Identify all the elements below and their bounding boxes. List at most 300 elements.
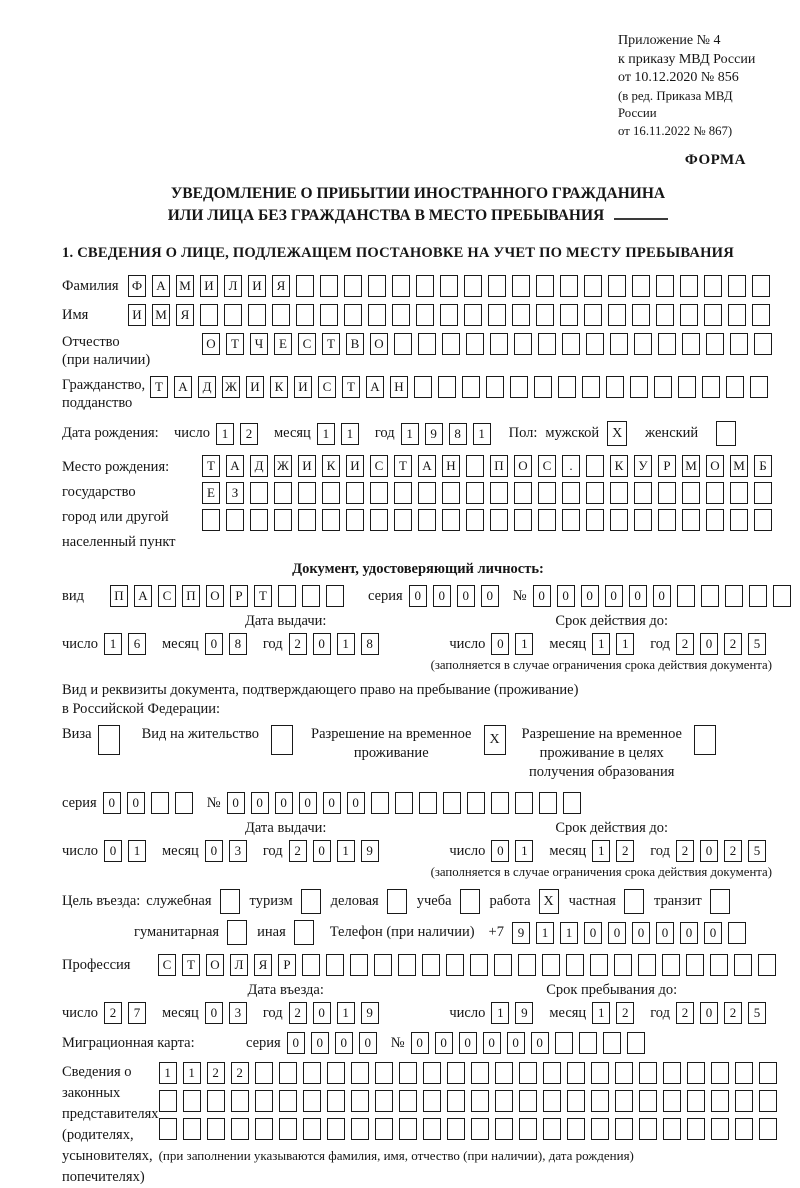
char-cell[interactable] bbox=[370, 482, 388, 504]
char-cell[interactable]: М bbox=[682, 455, 700, 477]
char-cell[interactable] bbox=[320, 304, 338, 326]
char-cell[interactable]: Т bbox=[394, 455, 412, 477]
char-cell[interactable] bbox=[543, 1090, 561, 1112]
date-digit-cell[interactable]: 2 bbox=[616, 1002, 634, 1024]
date-digit-cell[interactable]: 5 bbox=[748, 633, 766, 655]
char-cell[interactable]: М bbox=[176, 275, 194, 297]
char-cell[interactable]: Я bbox=[254, 954, 272, 976]
char-cell[interactable]: Я bbox=[272, 275, 290, 297]
char-cell[interactable] bbox=[615, 1118, 633, 1140]
date-digit-cell[interactable]: 0 bbox=[700, 633, 718, 655]
char-cell[interactable]: А bbox=[134, 585, 152, 607]
char-cell[interactable] bbox=[320, 275, 338, 297]
char-cell[interactable] bbox=[231, 1090, 249, 1112]
char-cell[interactable]: 0 bbox=[629, 585, 647, 607]
char-cell[interactable] bbox=[752, 304, 770, 326]
char-cell[interactable] bbox=[704, 304, 722, 326]
char-cell[interactable] bbox=[610, 333, 628, 355]
char-cell[interactable] bbox=[542, 954, 560, 976]
char-cell[interactable] bbox=[200, 304, 218, 326]
char-cell[interactable] bbox=[582, 376, 600, 398]
char-cell[interactable]: 0 bbox=[656, 922, 674, 944]
char-cell[interactable] bbox=[687, 1090, 705, 1112]
char-cell[interactable] bbox=[706, 482, 724, 504]
char-cell[interactable]: Д bbox=[250, 455, 268, 477]
char-cell[interactable] bbox=[344, 304, 362, 326]
char-cell[interactable] bbox=[351, 1090, 369, 1112]
char-cell[interactable]: С bbox=[370, 455, 388, 477]
date-digit-cell[interactable]: 8 bbox=[361, 633, 379, 655]
char-cell[interactable] bbox=[586, 333, 604, 355]
date-digit-cell[interactable]: 2 bbox=[724, 633, 742, 655]
char-cell[interactable] bbox=[207, 1118, 225, 1140]
char-cell[interactable] bbox=[416, 304, 434, 326]
char-cell[interactable] bbox=[303, 1118, 321, 1140]
char-cell[interactable]: 1 bbox=[560, 922, 578, 944]
char-cell[interactable]: М bbox=[152, 304, 170, 326]
char-cell[interactable]: 0 bbox=[433, 585, 451, 607]
char-cell[interactable]: Р bbox=[658, 455, 676, 477]
char-cell[interactable] bbox=[471, 1118, 489, 1140]
date-digit-cell[interactable]: 1 bbox=[104, 633, 122, 655]
char-cell[interactable] bbox=[758, 954, 776, 976]
date-digit-cell[interactable]: 1 bbox=[515, 840, 533, 862]
char-cell[interactable] bbox=[663, 1062, 681, 1084]
char-cell[interactable] bbox=[446, 954, 464, 976]
char-cell[interactable]: 1 bbox=[183, 1062, 201, 1084]
char-cell[interactable] bbox=[175, 792, 193, 814]
char-cell[interactable] bbox=[514, 333, 532, 355]
char-cell[interactable]: П bbox=[110, 585, 128, 607]
char-cell[interactable]: О bbox=[514, 455, 532, 477]
char-cell[interactable] bbox=[562, 333, 580, 355]
char-cell[interactable]: Н bbox=[442, 455, 460, 477]
char-cell[interactable] bbox=[399, 1090, 417, 1112]
purpose-private-checkbox[interactable] bbox=[624, 889, 644, 914]
char-cell[interactable] bbox=[490, 509, 508, 531]
char-cell[interactable] bbox=[735, 1062, 753, 1084]
char-cell[interactable] bbox=[416, 275, 434, 297]
char-cell[interactable]: О bbox=[202, 333, 220, 355]
char-cell[interactable] bbox=[350, 954, 368, 976]
char-cell[interactable] bbox=[495, 1118, 513, 1140]
char-cell[interactable]: 0 bbox=[287, 1032, 305, 1054]
permit-series-input[interactable] bbox=[103, 792, 199, 814]
char-cell[interactable] bbox=[466, 455, 484, 477]
char-cell[interactable] bbox=[734, 954, 752, 976]
char-cell[interactable]: П bbox=[182, 585, 200, 607]
char-cell[interactable] bbox=[399, 1062, 417, 1084]
purpose-humanitarian-checkbox[interactable] bbox=[227, 920, 247, 945]
char-cell[interactable]: 0 bbox=[632, 922, 650, 944]
char-cell[interactable] bbox=[298, 482, 316, 504]
char-cell[interactable] bbox=[250, 482, 268, 504]
char-cell[interactable] bbox=[442, 482, 460, 504]
permit-number-input[interactable] bbox=[227, 792, 587, 814]
char-cell[interactable] bbox=[442, 509, 460, 531]
char-cell[interactable] bbox=[701, 585, 719, 607]
char-cell[interactable]: 0 bbox=[457, 585, 475, 607]
char-cell[interactable]: 0 bbox=[459, 1032, 477, 1054]
char-cell[interactable] bbox=[562, 509, 580, 531]
char-cell[interactable]: 0 bbox=[227, 792, 245, 814]
char-cell[interactable] bbox=[512, 275, 530, 297]
char-cell[interactable] bbox=[418, 333, 436, 355]
char-cell[interactable]: Д bbox=[198, 376, 216, 398]
char-cell[interactable] bbox=[250, 509, 268, 531]
char-cell[interactable] bbox=[728, 275, 746, 297]
char-cell[interactable] bbox=[159, 1118, 177, 1140]
char-cell[interactable]: З bbox=[226, 482, 244, 504]
char-cell[interactable] bbox=[584, 304, 602, 326]
char-cell[interactable]: К bbox=[322, 455, 340, 477]
char-cell[interactable] bbox=[512, 304, 530, 326]
purpose-transit-checkbox[interactable] bbox=[710, 889, 730, 914]
char-cell[interactable] bbox=[706, 509, 724, 531]
char-cell[interactable] bbox=[608, 275, 626, 297]
char-cell[interactable] bbox=[663, 1090, 681, 1112]
char-cell[interactable]: Е bbox=[202, 482, 220, 504]
date-digit-cell[interactable]: 6 bbox=[128, 633, 146, 655]
char-cell[interactable] bbox=[466, 509, 484, 531]
date-digit-cell[interactable]: 0 bbox=[700, 1002, 718, 1024]
char-cell[interactable]: 0 bbox=[409, 585, 427, 607]
char-cell[interactable]: С bbox=[298, 333, 316, 355]
date-digit-cell[interactable]: 2 bbox=[289, 633, 307, 655]
char-cell[interactable] bbox=[375, 1118, 393, 1140]
date-digit-cell[interactable]: 2 bbox=[289, 840, 307, 862]
char-cell[interactable] bbox=[728, 304, 746, 326]
char-cell[interactable]: 0 bbox=[347, 792, 365, 814]
char-cell[interactable] bbox=[639, 1118, 657, 1140]
char-cell[interactable] bbox=[486, 376, 504, 398]
char-cell[interactable] bbox=[423, 1118, 441, 1140]
surname-input[interactable] bbox=[128, 275, 776, 297]
char-cell[interactable] bbox=[725, 585, 743, 607]
temp-permit-edu-checkbox[interactable] bbox=[694, 725, 716, 755]
char-cell[interactable]: Л bbox=[224, 275, 242, 297]
char-cell[interactable]: 0 bbox=[680, 922, 698, 944]
char-cell[interactable]: 0 bbox=[605, 585, 623, 607]
char-cell[interactable] bbox=[579, 1032, 597, 1054]
char-cell[interactable] bbox=[656, 275, 674, 297]
char-cell[interactable]: 0 bbox=[359, 1032, 377, 1054]
char-cell[interactable] bbox=[726, 376, 744, 398]
char-cell[interactable] bbox=[773, 585, 791, 607]
char-cell[interactable] bbox=[419, 792, 437, 814]
char-cell[interactable] bbox=[728, 922, 746, 944]
char-cell[interactable] bbox=[632, 304, 650, 326]
char-cell[interactable] bbox=[443, 792, 461, 814]
char-cell[interactable] bbox=[630, 376, 648, 398]
char-cell[interactable] bbox=[298, 509, 316, 531]
char-cell[interactable]: . bbox=[562, 455, 580, 477]
char-cell[interactable] bbox=[438, 376, 456, 398]
char-cell[interactable] bbox=[491, 792, 509, 814]
char-cell[interactable] bbox=[274, 482, 292, 504]
visa-checkbox[interactable] bbox=[98, 725, 120, 755]
char-cell[interactable]: У bbox=[634, 455, 652, 477]
char-cell[interactable]: 0 bbox=[127, 792, 145, 814]
char-cell[interactable] bbox=[202, 509, 220, 531]
char-cell[interactable] bbox=[567, 1118, 585, 1140]
char-cell[interactable] bbox=[749, 585, 767, 607]
char-cell[interactable] bbox=[302, 954, 320, 976]
char-cell[interactable]: А bbox=[174, 376, 192, 398]
char-cell[interactable] bbox=[151, 792, 169, 814]
char-cell[interactable] bbox=[422, 954, 440, 976]
representatives-input-line2[interactable] bbox=[159, 1090, 783, 1112]
date-digit-cell[interactable]: 1 bbox=[592, 633, 610, 655]
char-cell[interactable] bbox=[658, 482, 676, 504]
date-digit-cell[interactable]: 9 bbox=[361, 840, 379, 862]
char-cell[interactable]: О bbox=[206, 585, 224, 607]
char-cell[interactable] bbox=[326, 954, 344, 976]
char-cell[interactable] bbox=[539, 792, 557, 814]
char-cell[interactable] bbox=[399, 1118, 417, 1140]
char-cell[interactable] bbox=[183, 1118, 201, 1140]
char-cell[interactable] bbox=[555, 1032, 573, 1054]
char-cell[interactable]: 0 bbox=[251, 792, 269, 814]
char-cell[interactable] bbox=[662, 954, 680, 976]
date-digit-cell[interactable]: 2 bbox=[676, 633, 694, 655]
char-cell[interactable] bbox=[678, 376, 696, 398]
char-cell[interactable] bbox=[510, 376, 528, 398]
date-digit-cell[interactable]: 0 bbox=[700, 840, 718, 862]
char-cell[interactable]: 0 bbox=[704, 922, 722, 944]
char-cell[interactable] bbox=[279, 1090, 297, 1112]
char-cell[interactable] bbox=[536, 275, 554, 297]
date-digit-cell[interactable]: 1 bbox=[491, 1002, 509, 1024]
date-digit-cell[interactable]: 1 bbox=[337, 1002, 355, 1024]
date-digit-cell[interactable]: 5 bbox=[748, 1002, 766, 1024]
char-cell[interactable] bbox=[471, 1062, 489, 1084]
char-cell[interactable] bbox=[711, 1118, 729, 1140]
date-digit-cell[interactable]: 1 bbox=[515, 633, 533, 655]
document-number-input[interactable] bbox=[533, 585, 797, 607]
char-cell[interactable] bbox=[159, 1090, 177, 1112]
date-digit-cell[interactable]: 2 bbox=[240, 423, 258, 445]
gender-male-checkbox[interactable]: X bbox=[607, 421, 627, 446]
char-cell[interactable] bbox=[519, 1090, 537, 1112]
char-cell[interactable] bbox=[608, 304, 626, 326]
date-digit-cell[interactable]: 1 bbox=[592, 1002, 610, 1024]
char-cell[interactable]: П bbox=[490, 455, 508, 477]
date-digit-cell[interactable]: 8 bbox=[449, 423, 467, 445]
date-digit-cell[interactable]: 0 bbox=[313, 1002, 331, 1024]
char-cell[interactable] bbox=[488, 275, 506, 297]
char-cell[interactable]: Ч bbox=[250, 333, 268, 355]
char-cell[interactable] bbox=[567, 1062, 585, 1084]
document-series-input[interactable] bbox=[409, 585, 505, 607]
char-cell[interactable] bbox=[440, 304, 458, 326]
char-cell[interactable] bbox=[375, 1090, 393, 1112]
birthplace-input-line3[interactable] bbox=[202, 509, 778, 531]
date-digit-cell[interactable]: 0 bbox=[313, 840, 331, 862]
char-cell[interactable] bbox=[735, 1118, 753, 1140]
document-type-input[interactable] bbox=[110, 585, 350, 607]
char-cell[interactable] bbox=[543, 1062, 561, 1084]
char-cell[interactable] bbox=[639, 1090, 657, 1112]
char-cell[interactable]: 0 bbox=[103, 792, 121, 814]
char-cell[interactable]: В bbox=[346, 333, 364, 355]
char-cell[interactable]: 0 bbox=[557, 585, 575, 607]
char-cell[interactable] bbox=[663, 1118, 681, 1140]
char-cell[interactable] bbox=[248, 304, 266, 326]
char-cell[interactable] bbox=[586, 509, 604, 531]
char-cell[interactable]: 0 bbox=[531, 1032, 549, 1054]
char-cell[interactable] bbox=[494, 954, 512, 976]
char-cell[interactable]: 0 bbox=[275, 792, 293, 814]
char-cell[interactable]: 0 bbox=[581, 585, 599, 607]
char-cell[interactable] bbox=[759, 1118, 777, 1140]
residence-permit-checkbox[interactable] bbox=[271, 725, 293, 755]
char-cell[interactable] bbox=[327, 1090, 345, 1112]
char-cell[interactable] bbox=[658, 333, 676, 355]
char-cell[interactable] bbox=[326, 585, 344, 607]
char-cell[interactable] bbox=[560, 275, 578, 297]
char-cell[interactable]: Т bbox=[342, 376, 360, 398]
char-cell[interactable] bbox=[447, 1090, 465, 1112]
char-cell[interactable] bbox=[327, 1118, 345, 1140]
birthplace-input-line1[interactable] bbox=[202, 455, 778, 477]
date-digit-cell[interactable]: 2 bbox=[724, 1002, 742, 1024]
char-cell[interactable] bbox=[584, 275, 602, 297]
char-cell[interactable]: Е bbox=[274, 333, 292, 355]
char-cell[interactable] bbox=[558, 376, 576, 398]
char-cell[interactable]: Т bbox=[226, 333, 244, 355]
char-cell[interactable] bbox=[351, 1062, 369, 1084]
char-cell[interactable] bbox=[255, 1062, 273, 1084]
char-cell[interactable]: 9 bbox=[512, 922, 530, 944]
char-cell[interactable] bbox=[368, 304, 386, 326]
char-cell[interactable] bbox=[392, 304, 410, 326]
char-cell[interactable] bbox=[519, 1118, 537, 1140]
date-digit-cell[interactable]: 2 bbox=[289, 1002, 307, 1024]
char-cell[interactable] bbox=[614, 954, 632, 976]
char-cell[interactable]: Т bbox=[182, 954, 200, 976]
purpose-other-checkbox[interactable] bbox=[294, 920, 314, 945]
char-cell[interactable] bbox=[634, 509, 652, 531]
date-digit-cell[interactable]: 1 bbox=[616, 633, 634, 655]
name-input[interactable] bbox=[128, 304, 776, 326]
char-cell[interactable] bbox=[183, 1090, 201, 1112]
char-cell[interactable]: С bbox=[318, 376, 336, 398]
char-cell[interactable] bbox=[603, 1032, 621, 1054]
char-cell[interactable] bbox=[279, 1118, 297, 1140]
char-cell[interactable]: К bbox=[270, 376, 288, 398]
char-cell[interactable] bbox=[730, 333, 748, 355]
char-cell[interactable] bbox=[543, 1118, 561, 1140]
char-cell[interactable] bbox=[615, 1062, 633, 1084]
date-digit-cell[interactable]: 2 bbox=[104, 1002, 122, 1024]
char-cell[interactable] bbox=[346, 509, 364, 531]
char-cell[interactable] bbox=[586, 455, 604, 477]
char-cell[interactable] bbox=[566, 954, 584, 976]
char-cell[interactable]: А bbox=[226, 455, 244, 477]
char-cell[interactable] bbox=[344, 275, 362, 297]
char-cell[interactable]: Я bbox=[176, 304, 194, 326]
char-cell[interactable]: И bbox=[346, 455, 364, 477]
char-cell[interactable] bbox=[687, 1118, 705, 1140]
char-cell[interactable] bbox=[414, 376, 432, 398]
char-cell[interactable] bbox=[488, 304, 506, 326]
char-cell[interactable] bbox=[464, 304, 482, 326]
char-cell[interactable]: 0 bbox=[608, 922, 626, 944]
char-cell[interactable]: И bbox=[246, 376, 264, 398]
char-cell[interactable] bbox=[495, 1090, 513, 1112]
char-cell[interactable] bbox=[224, 304, 242, 326]
char-cell[interactable] bbox=[370, 509, 388, 531]
char-cell[interactable] bbox=[632, 275, 650, 297]
char-cell[interactable]: К bbox=[610, 455, 628, 477]
char-cell[interactable] bbox=[346, 482, 364, 504]
char-cell[interactable] bbox=[395, 792, 413, 814]
char-cell[interactable] bbox=[735, 1090, 753, 1112]
char-cell[interactable] bbox=[303, 1062, 321, 1084]
char-cell[interactable] bbox=[440, 275, 458, 297]
date-digit-cell[interactable]: 5 bbox=[748, 840, 766, 862]
citizenship-input[interactable] bbox=[150, 376, 774, 398]
char-cell[interactable] bbox=[754, 509, 772, 531]
char-cell[interactable] bbox=[471, 1090, 489, 1112]
char-cell[interactable] bbox=[490, 482, 508, 504]
date-digit-cell[interactable]: 2 bbox=[616, 840, 634, 862]
char-cell[interactable]: Ж bbox=[222, 376, 240, 398]
char-cell[interactable] bbox=[418, 509, 436, 531]
date-digit-cell[interactable]: 1 bbox=[337, 840, 355, 862]
char-cell[interactable] bbox=[682, 333, 700, 355]
char-cell[interactable] bbox=[519, 1062, 537, 1084]
date-digit-cell[interactable]: 2 bbox=[724, 840, 742, 862]
char-cell[interactable] bbox=[490, 333, 508, 355]
char-cell[interactable] bbox=[704, 275, 722, 297]
char-cell[interactable]: Ф bbox=[128, 275, 146, 297]
char-cell[interactable] bbox=[682, 509, 700, 531]
char-cell[interactable]: 0 bbox=[481, 585, 499, 607]
char-cell[interactable] bbox=[563, 792, 581, 814]
char-cell[interactable] bbox=[586, 482, 604, 504]
char-cell[interactable] bbox=[711, 1090, 729, 1112]
char-cell[interactable]: 0 bbox=[653, 585, 671, 607]
char-cell[interactable] bbox=[394, 482, 412, 504]
purpose-business-checkbox[interactable] bbox=[387, 889, 407, 914]
char-cell[interactable] bbox=[538, 333, 556, 355]
char-cell[interactable]: И bbox=[294, 376, 312, 398]
char-cell[interactable] bbox=[375, 1062, 393, 1084]
char-cell[interactable] bbox=[590, 954, 608, 976]
char-cell[interactable]: 0 bbox=[411, 1032, 429, 1054]
char-cell[interactable] bbox=[423, 1090, 441, 1112]
date-digit-cell[interactable]: 1 bbox=[401, 423, 419, 445]
char-cell[interactable] bbox=[654, 376, 672, 398]
char-cell[interactable] bbox=[687, 1062, 705, 1084]
date-digit-cell[interactable]: 3 bbox=[229, 1002, 247, 1024]
char-cell[interactable] bbox=[418, 482, 436, 504]
date-digit-cell[interactable]: 2 bbox=[676, 1002, 694, 1024]
char-cell[interactable]: 2 bbox=[207, 1062, 225, 1084]
profession-input[interactable] bbox=[158, 954, 782, 976]
purpose-tourism-checkbox[interactable] bbox=[301, 889, 321, 914]
char-cell[interactable] bbox=[750, 376, 768, 398]
patronymic-input[interactable] bbox=[202, 333, 778, 355]
char-cell[interactable] bbox=[562, 482, 580, 504]
char-cell[interactable] bbox=[466, 333, 484, 355]
char-cell[interactable] bbox=[226, 509, 244, 531]
char-cell[interactable]: О bbox=[206, 954, 224, 976]
date-digit-cell[interactable]: 8 bbox=[229, 633, 247, 655]
char-cell[interactable] bbox=[279, 1062, 297, 1084]
